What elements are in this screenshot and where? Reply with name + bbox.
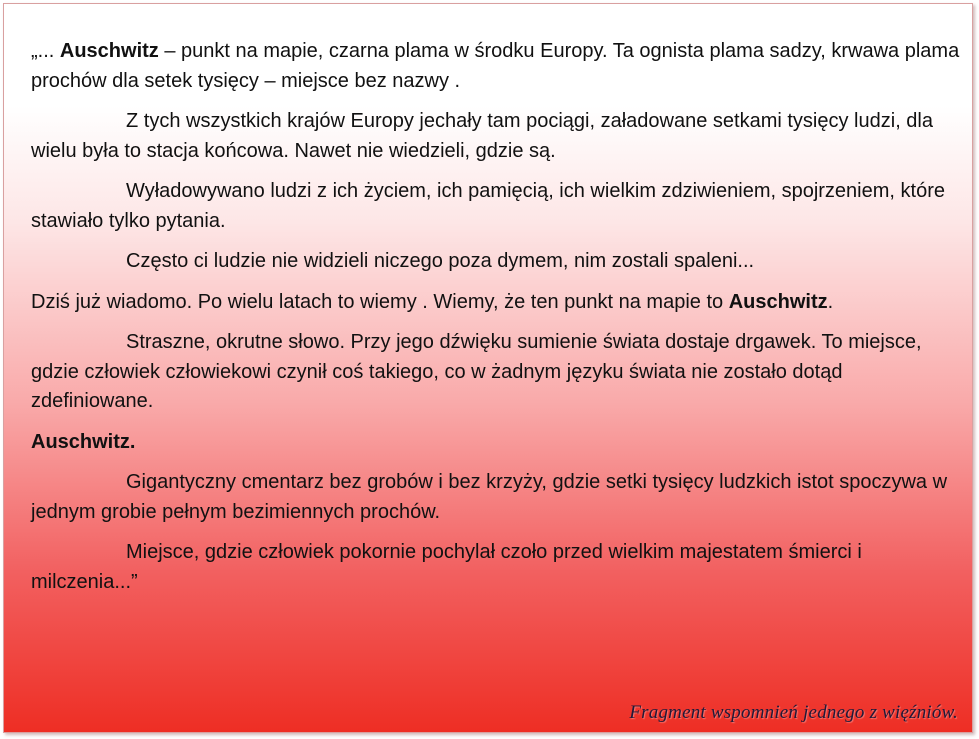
- paragraph-1: [31, 37, 961, 96]
- bold-auschwitz: Auschwitz: [59, 40, 159, 62]
- paragraph-4: Często ci ludzie nie widzieli niczego poza dymem, nim zostali spaleni...: [126, 250, 755, 272]
- paragraph-9: Miejsce, gdzie człowiek pokornie pochylał czoło przed wielkim majestatem śmierci i milczenia...”: [31, 541, 862, 593]
- bold-auschwitz-heading: Auschwitz.: [31, 430, 136, 453]
- paragraph-5: [31, 288, 961, 318]
- paragraph-8: Gigantyczny cmentarz bez grobów i bez krzyży, gdzie setki tysięcy ludzkich istot spoczywa w jednym grobie pełnym bezimiennych prochów.: [31, 471, 948, 523]
- paragraph-5-text: Dziś już wiadomo. Po wielu latach to wiemy . Wiemy, że ten punkt na mapie to: [31, 290, 729, 313]
- paragraph-3: Wyładowywano ludzi z ich życiem, ich pamięcią, ich wielkim zdziwieniem, spojrzeniem, które stawiało tylko pytania.: [31, 180, 945, 232]
- paragraph-2: Z tych wszystkich krajów Europy jechały tam pociągi, załadowane setkami tysięcy ludzi, dla wielu była to stacja końcowa. Nawet nie wiedzieli, gdzie są.: [31, 110, 933, 162]
- quote-text: [31, 37, 961, 608]
- paragraph-5-end: .: [827, 290, 834, 313]
- quote-open-mark: „...: [31, 40, 60, 62]
- paragraph-1-rest: – punkt na mapie, czarna plama w środku Europy. Ta ognista plama sadzy, krwawa plama prochów dla setek tysięcy – miejsce bez nazwy .: [31, 40, 960, 92]
- paragraph-6: Straszne, okrutne słowo. Przy jego dźwięku sumienie świata dostaje drgawek. To miejsce, gdzie człowiek człowiekowi czynił coś takiego, co w żadnym języku świata nie zostało dotąd zdefiniowane.: [31, 331, 922, 412]
- caption: Fragment wspomnień jednego z więźniów.: [629, 702, 958, 723]
- paragraph-7: [31, 428, 961, 458]
- slide: [3, 3, 973, 733]
- bold-auschwitz: Auschwitz: [728, 290, 828, 313]
